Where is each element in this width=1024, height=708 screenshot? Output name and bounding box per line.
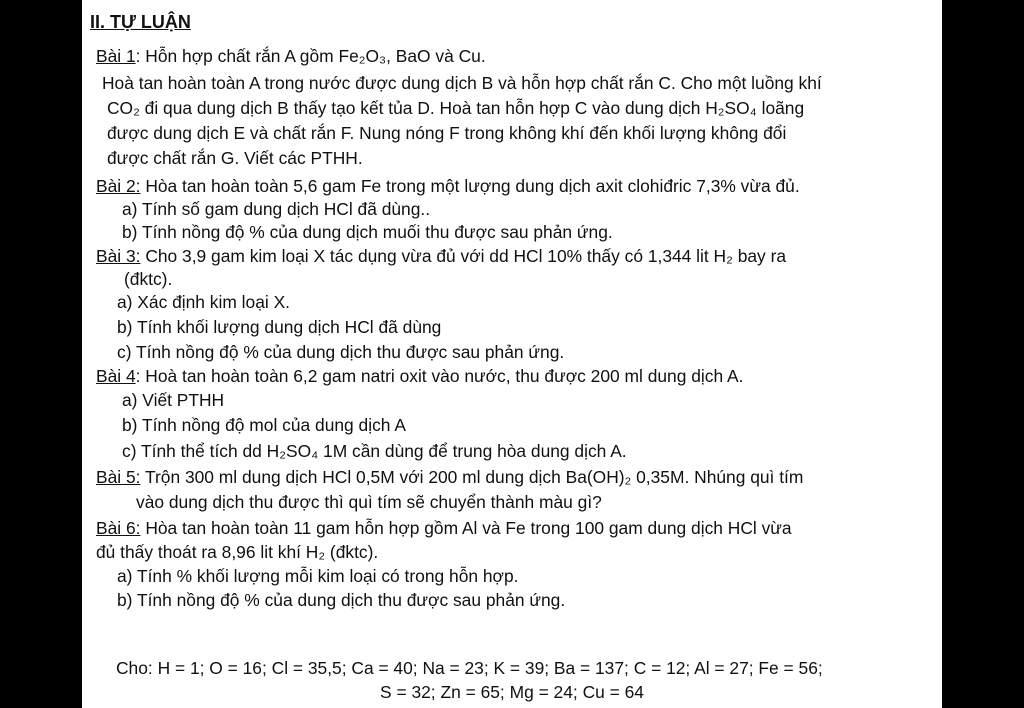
bai2-text: Hòa tan hoàn toàn 5,6 gam Fe trong một lượng dung dịch axit clohiđric 7,3% vừa đủ. [140, 176, 800, 196]
bai3-cont: (đktc). [124, 269, 173, 289]
bai4-text: : Hoà tan hoàn toàn 6,2 gam natri oxit vào nước, thu được 200 ml dung dịch A. [135, 366, 744, 386]
bai2-label: Bài 2: [96, 176, 141, 196]
bai1-line-1: Hoà tan hoàn toàn A trong nước được dung dịch B và hỗn hợp chất rắn C. Cho một luồng khí [102, 73, 822, 93]
bai6-text: Hòa tan hoàn toàn 11 gam hỗn hợp gồm Al và Fe trong 100 gam dung dịch HCl vừa [140, 518, 792, 538]
bai4-label: Bài 4 [96, 366, 136, 386]
atomic-masses-line-1: Cho: H = 1; O = 16; Cl = 35,5; Ca = 40; Na = 23; K = 39; Ba = 137; C = 12; Al = 27; Fe = 56; [116, 658, 823, 678]
bai3-item-b: b) Tính khối lượng dung dịch HCl đã dùng [117, 317, 442, 337]
bai5-cont: vào dung dịch thu được thì quì tím sẽ chuyển thành màu gì? [136, 492, 602, 512]
bai3-label: Bài 3: [96, 246, 141, 266]
bai3-text: Cho 3,9 gam kim loại X tác dụng vừa đủ với dd HCl 10% thấy có 1,344 lit H₂ bay ra [140, 246, 787, 266]
worksheet-page [82, 0, 942, 708]
bai4-item-b: b) Tính nồng độ mol của dung dịch A [122, 415, 406, 435]
bai3-heading [96, 245, 786, 267]
bai2-heading [96, 175, 800, 197]
bai4-item-c: c) Tính thể tích dd H₂SO₄ 1M cần dùng để trung hòa dung dịch A. [122, 441, 627, 461]
bai1-line-4: được chất rắn G. Viết các PTHH. [107, 148, 363, 168]
bai1-line-3: được dung dịch E và chất rắn F. Nung nóng F trong không khí đến khối lượng không đổi [107, 123, 787, 143]
bai1-line-2: CO₂ đi qua dung dịch B thấy tạo kết tủa D. Hoà tan hỗn hợp C vào dung dịch H₂SO₄ loãng [107, 98, 805, 118]
bai2-item-b: b) Tính nồng độ % của dung dịch muối thu được sau phản ứng. [122, 222, 613, 242]
section-title: II. TỰ LUẬN [90, 12, 191, 32]
bai1-intro: : Hỗn hợp chất rắn A gồm Fe₂O₃, BaO và Cu. [135, 46, 486, 66]
bai6-heading [96, 517, 792, 539]
bai6-item-a: a) Tính % khối lượng mỗi kim loại có trong hỗn hợp. [117, 566, 519, 586]
bai5-label: Bài 5: [96, 467, 141, 487]
bai6-item-b: b) Tính nồng độ % của dung dịch thu được sau phản ứng. [117, 590, 566, 610]
bai6-cont: đủ thấy thoát ra 8,96 lit khí H₂ (đktc). [96, 542, 379, 562]
bai3-item-c: c) Tính nồng độ % của dung dịch thu được sau phản ứng. [117, 342, 565, 362]
bai4-heading [96, 365, 743, 387]
bai2-item-a: a) Tính số gam dung dịch HCl đã dùng.. [122, 199, 431, 219]
bai1-label: Bài 1 [96, 46, 136, 66]
bai6-label: Bài 6: [96, 518, 141, 538]
bai5-heading [96, 466, 803, 488]
bai5-text: Trộn 300 ml dung dịch HCl 0,5M với 200 ml dung dịch Ba(OH)₂ 0,35M. Nhúng quì tím [140, 467, 804, 487]
bai1-heading [96, 45, 486, 67]
atomic-masses-line-2: S = 32; Zn = 65; Mg = 24; Cu = 64 [380, 682, 644, 702]
bai4-item-a: a) Viết PTHH [122, 390, 225, 410]
bai3-item-a: a) Xác định kim loại X. [117, 292, 291, 312]
